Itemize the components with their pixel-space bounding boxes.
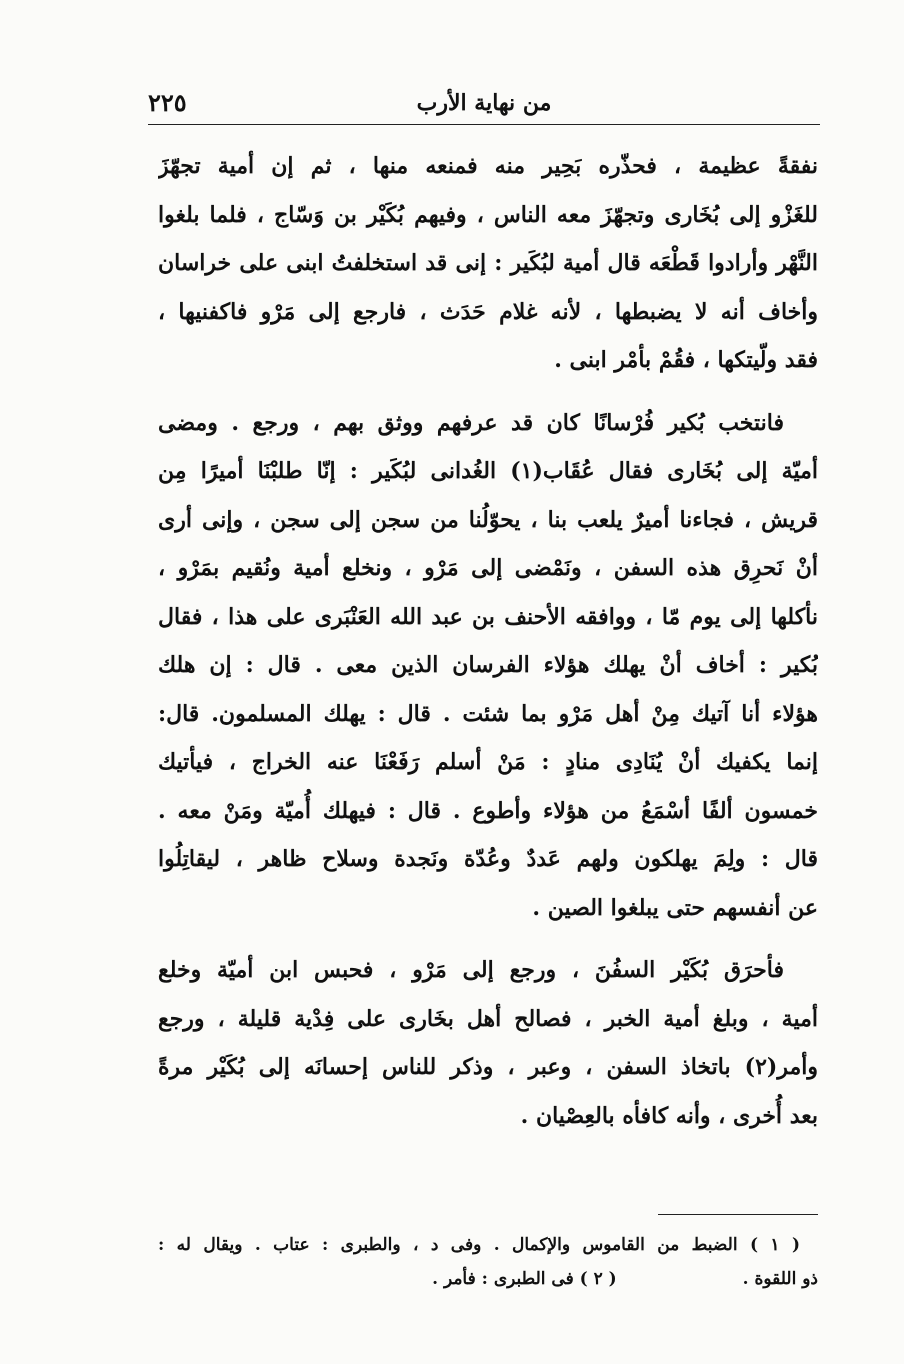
page-header [148, 84, 820, 125]
running-title: من نهاية الأرب [416, 90, 552, 116]
text-line: بعد أُخرى ، وأنه كافأه بالعِصْيان . [520, 1102, 818, 1129]
text-line: أميّة إلى بُخَارى فقال عُقَاب(١) الغُدانى لبُكَير : إنّا طلبْنَا أميرًا مِن [158, 458, 818, 484]
footnote-line-2 [158, 1262, 818, 1296]
text-line: النَّهْر وأرادوا قَطْعَه قال أمية لبُكَير : إنى قد استخلفتُ ابنى على خراسان [158, 250, 818, 276]
text-line: أمية ، وبلغ أمية الخبر ، فصالح أهل بخَارى على فِدْية قليلة ، ورجع [158, 1005, 818, 1032]
page-number: ٢٢٥ [148, 88, 187, 117]
footnote-2: ( ٢ ) فى الطبرى : فأمر . [432, 1269, 617, 1289]
text-line: للغَزْو إلى بُخَارى وتجهّزَ معه الناس ، وفيهم بُكَيْر بن وَسّاج ، فلما بلغوا [158, 201, 818, 228]
text-line: نفقةً عظيمة ، فحذّره بَحِير منه فمنعه منها ، ثم إن أمية تجهّزَ [158, 153, 818, 179]
footnote-1: ( ١ ) الضبط من القاموس والإكمال . وفى د ، والطبرى : عتاب . ويقال له : [158, 1235, 801, 1255]
text-line: وأخاف أنه لا يضبطها ، لأنه غلام حَدَث ، فارجع إلى مَرْو فاكفنيها ، [158, 298, 818, 325]
text-line: نأكلها إلى يوم مّا ، ووافقه الأحنف بن عبد الله العَنْبَرى على هذا ، فقال [158, 603, 818, 630]
footnote-1-continuation: ذو اللقوة . [742, 1269, 818, 1289]
text-line: خمسون ألفًا أسْمَعُ من هؤلاء وأطوع . قال : فيهلك أُميّة ومَنْ معه . [158, 797, 818, 824]
main-text [158, 142, 818, 1140]
text-line: بُكير : أخاف أنْ يهلك هؤلاء الفرسان الذين معى . قال : إن هلك [158, 652, 818, 678]
text-line: قال : ولِمَ يهلكون ولهم عَددٌ وعُدّة ونَجدة وسلاح ظاهر ، ليقاتِلُوا [158, 846, 818, 872]
text-line: فانتخب بُكير فُرْسانًا كان قد عرفهم ووثق بهم ، ورجع . ومضى [158, 409, 784, 436]
text-line: فقد ولّيتكها ، فقُمْ بأمْر ابنى . [554, 347, 818, 373]
text-line: عن أنفسهم حتى يبلغوا الصين . [532, 894, 818, 921]
footnotes [158, 1228, 818, 1296]
text-line: أنْ نَحرِق هذه السفن ، ونَمْضى إلى مَرْو ، ونخلع أمية ونُقيم بمَرْو ، [158, 555, 818, 581]
text-line: إنما يكفيك أنْ يُنَادِى منادٍ : مَنْ أسلم رَفَعْنَا عنه الخراج ، فيأتيك [158, 749, 818, 775]
text-line: وأمر(٢) باتخاذ السفن ، وعبر ، وذكر للناس إحسانَه إلى بُكَيْر مرةً [158, 1054, 818, 1080]
footnote-separator [658, 1214, 818, 1215]
text-line: هؤلاء أنا آتيك مِنْ أهل مَرْو بما شئت . قال : يهلك المسلمون. قال: [158, 700, 818, 727]
text-line: قريش ، فجاءنا أميرٌ يلعب بنا ، يحوّلُنا من سجن إلى سجن ، وإنى أرى [158, 506, 818, 533]
text-line: فأحرَق بُكَيْر السفُنَ ، ورجع إلى مَرْو ، فحبس ابن أميّة وخلع [158, 957, 784, 983]
